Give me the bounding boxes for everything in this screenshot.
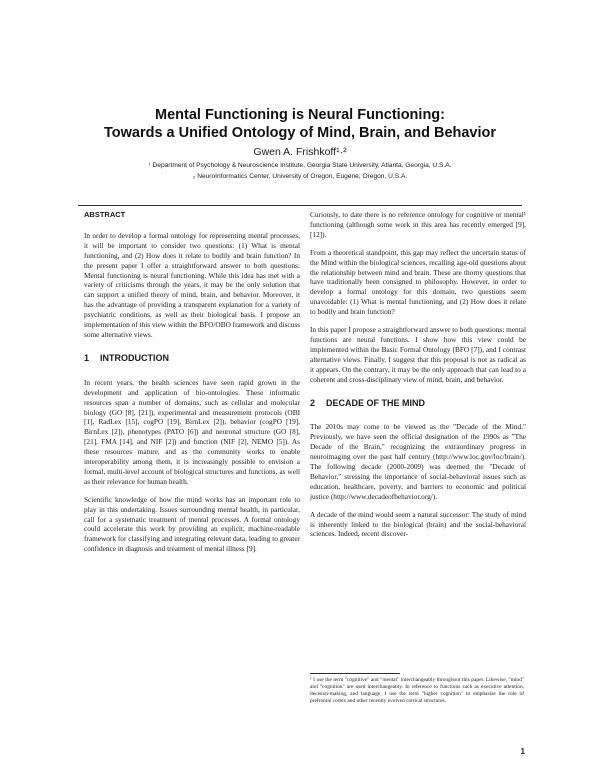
section-2-paragraph-1: The 2010s may come to be viewed as the "Decade of the Mind." Previously, we have seen the official designation of the 1990s as "The Decade of the Brain," recognizing the extraordinary progress in neuroimaging over the past half century (http://www.loc.gov/loc/brain/). The following decade (2000-2009) was deemed the "Decade of Behavior," stressing the importance of social-behavioral issues such as education, healthcare, poverty, and barriers to economic and political justice (http://www.decadeofbehavior.org/). <box>310 422 526 501</box>
footnote-rule <box>310 673 400 674</box>
section-2-title: DECADE OF THE MIND <box>326 397 425 408</box>
paper-title-line-1: Mental Functioning is Neural Functioning: <box>155 107 445 123</box>
page-number: 1 <box>520 747 525 756</box>
section-1-number: 1 <box>84 352 90 363</box>
author-name: Gwen A. Frishkoff¹·² <box>253 146 347 158</box>
section-1-heading <box>84 354 300 364</box>
col2-paragraph-3: In this paper I propose a straightforward answer to both questions: mental functions are neural functions. I show how this view could be implemented within the Basic Formal Ontology (BFO [7]), and I contrast alternative views. Finally, I suggest that this proposal is not as radical as it appears. On the contrary, it may be the only approach that can lead to a coherent and cross-disciplinary view of mind, brain, and behavior. <box>310 325 526 384</box>
section-2-heading <box>310 399 526 409</box>
col2-paragraph-1: Curiously, to date there is no reference ontology for cognitive or mental¹ functioning (although some work in this area has recently emerged [9], [12]). <box>310 210 526 239</box>
section-1-paragraph-1: In recent years, the health sciences have seen rapid grown in the development and application of bio-ontologies. These informatic resources span a number of domains, such as cellular and molecular biology (GO [8], [21]), experimental and measurement protocols (OBI [1], RadLex [15], cogPO [19], BirnLex [2]), behavior (cogPO [19], BirnLex [2]), phenotypes (PATO [6]) and neuronal structure (GO [8], [21], FMA [14], and NIF [2]) and function (NIF [2], NEMO [5]). As these resources mature, and as the community works to enable interoperability among them, it is increasingly possible to envision a formal, multi-level account of biological structures and functions, as well as their relevance for human health. <box>84 377 300 486</box>
header-rule <box>78 205 522 206</box>
section-2-number: 2 <box>310 397 316 408</box>
left-column <box>84 210 300 562</box>
section-1-title: INTRODUCTION <box>100 352 169 363</box>
footnote: ¹ I use the term "cognitive" and "mental" interchangeably throughout this paper. Likewise, "mind" and "cognition" are used interchangeably. In reference to functions such as executive attention, decision-making, and language, I use the term "higher cognition" to emphasize the role of prefrontal cortex and other recently evolved cortical structures. <box>310 677 524 705</box>
section-2-paragraph-2: A decade of the mind would seem a natural successor: The study of mind is inherently linked to the biological (brain) and the social-behavioral sciences. Indeed, recent discover- <box>310 509 526 539</box>
affiliation-1: ¹ Department of Psychology & Neuroscience Institute, Georgia State University, Atlanta, Georgia, U.S.A. <box>148 162 452 169</box>
abstract-heading: ABSTRACT <box>84 210 126 219</box>
paper-title-line-2: Towards a Unified Ontology of Mind, Brain, and Behavior <box>103 125 497 141</box>
right-column <box>310 210 526 547</box>
section-1-paragraph-2: Scientific knowledge of how the mind works has an important role to play in this undertaking. Issues surrounding mental health, in particular, call for a systematic treatment of mental processes. A formal ontology could accelerate this work by providing an explicit, machine-readable framework for classifying and integrating relevant data, leading to greater confidence in diagnosis and treatment of mental illness [9]. <box>84 494 300 554</box>
abstract-text: In order to develop a formal ontology for representing mental processes, it will be important to consider two questions: (1) What is mental functioning, and (2) How does it relate to bodily and brain function? In the present paper I offer a straightforward answer to both questions: Mental functioning is neural functioning. While this idea has met with a variety of criticisms through the years, it may be the only solution that can support a unified theory of mind, brain, and behavior. Moreover, it has the advantage of providing a transparent explanation for a variety of psychiatric conditions, as well as their biological basis. I propose an implementation of this view within the BFO/OBO framework and discuss some alternative views. <box>84 230 300 339</box>
col2-paragraph-2: From a theoretical standpoint, this gap may reflect the uncertain status of the Mind within the biological sciences, recalling age-old questions about the relationship between mind and brain. These are thorny questions that have traditionally been consigned to philosophy. However, in order to develop a formal ontology for this domain, two questions seem unavoidable: (1) What is mental functioning, and (2) How does it relate to bodily and brain function? <box>310 247 526 317</box>
affiliation-2: ₂ NeuroInformatics Center, University of Oregon, Eugene, Oregon, U.S.A. <box>192 173 408 180</box>
